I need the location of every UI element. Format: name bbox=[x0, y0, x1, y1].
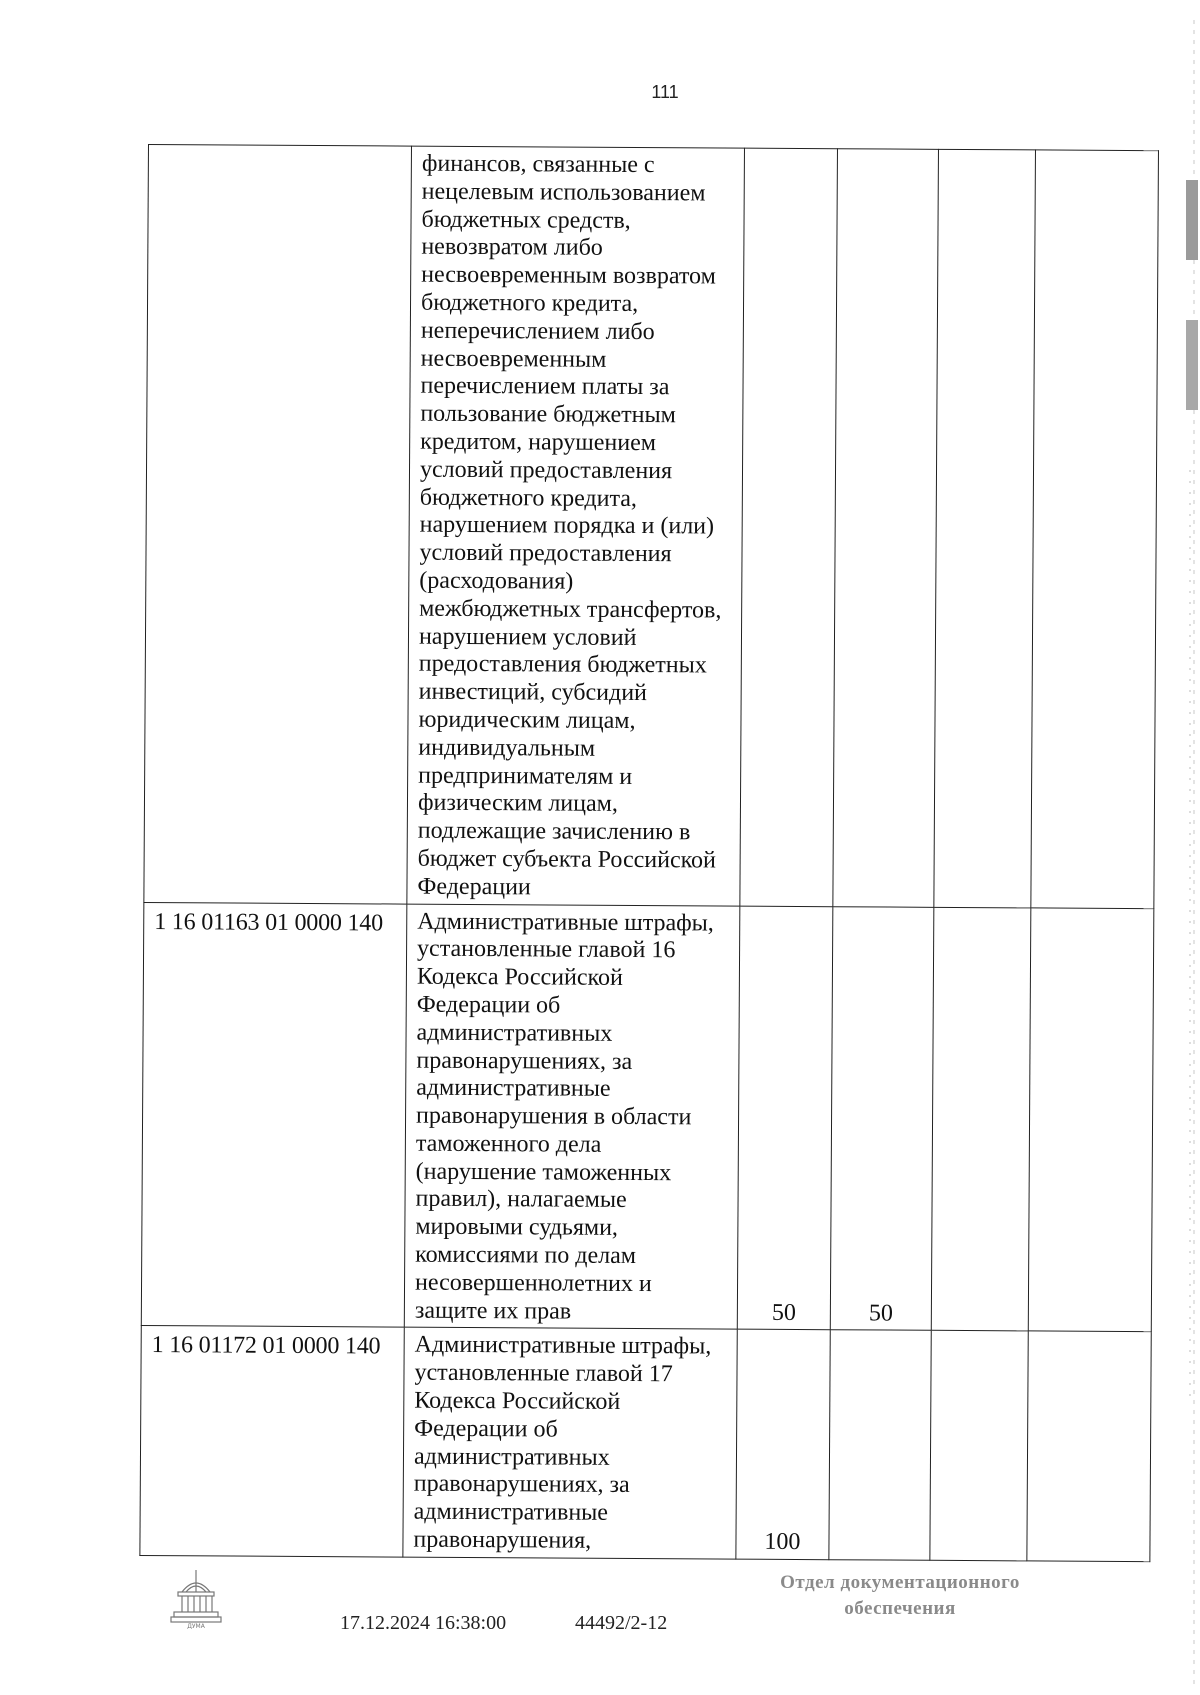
cell-value-col3: 100 bbox=[736, 1330, 830, 1560]
description-line: невозвратом либо bbox=[421, 234, 603, 262]
description-line: бюджет субъекта Российской bbox=[417, 845, 717, 874]
cell-description bbox=[407, 146, 745, 906]
description-line: нарушением условий bbox=[418, 623, 637, 651]
description-line: инвестиций, субсидий bbox=[418, 678, 648, 707]
description-line: бюджетного кредита, bbox=[419, 484, 638, 512]
footer-doc-number: 44492/2-12 bbox=[575, 1612, 668, 1634]
cell-value-col6 bbox=[1028, 907, 1154, 1332]
cell-description bbox=[404, 904, 740, 1330]
scan-edge-artifact bbox=[1172, 0, 1200, 1695]
description-line: правил), налагаемые bbox=[415, 1186, 627, 1214]
cell-value-col4: 50 bbox=[830, 906, 934, 1331]
description-line: таможенного дела bbox=[415, 1130, 602, 1158]
description-line: административные bbox=[416, 1074, 611, 1103]
description-line: Административные штрафы, bbox=[414, 1332, 712, 1360]
description-line: Административные штрафы, bbox=[417, 908, 714, 936]
description-line: юридическим лицам, bbox=[418, 706, 636, 734]
svg-text:ДУМА: ДУМА bbox=[187, 1623, 205, 1630]
description-line: (нарушение таможенных bbox=[415, 1158, 672, 1186]
description-line: мировыми судьями, bbox=[415, 1213, 619, 1242]
description-line: перечислением платы за bbox=[420, 373, 670, 401]
description-line: административные bbox=[413, 1498, 609, 1527]
description-line: финансов, связанные с bbox=[421, 150, 655, 179]
description-line: физическим лицам, bbox=[417, 789, 618, 818]
table-row bbox=[144, 145, 1159, 909]
description-line: комиссиями по делам bbox=[415, 1241, 637, 1270]
stamp-line-2: обеспечения bbox=[844, 1598, 956, 1619]
table-wrapper bbox=[139, 144, 1159, 1562]
income-codes-table bbox=[139, 144, 1159, 1562]
description-line: пользование бюджетным bbox=[420, 400, 676, 429]
department-stamp bbox=[700, 1570, 1100, 1622]
page-number: 111 bbox=[651, 82, 679, 102]
description-line: предпринимателям и bbox=[418, 762, 633, 790]
cell-value-col3: 50 bbox=[737, 906, 833, 1331]
table-row bbox=[140, 1326, 1151, 1562]
description-line: неперечислением либо bbox=[420, 317, 655, 345]
cell-income-code: 1 16 01163 01 0000 140 bbox=[141, 902, 407, 1328]
description-line: правонарушения, bbox=[413, 1526, 592, 1554]
description-line: несовершеннолетних и bbox=[414, 1269, 652, 1297]
description-line: Кодекса Российской bbox=[416, 963, 623, 992]
footer-datetime: 17.12.2024 16:38:00 bbox=[340, 1612, 507, 1634]
description-line: индивидуальным bbox=[418, 734, 596, 762]
description-line: условий предоставления bbox=[419, 456, 673, 484]
description-line: бюджетных средств, bbox=[421, 206, 631, 234]
description-line: бюджетного кредита, bbox=[420, 289, 639, 317]
cell-value-col4 bbox=[833, 149, 939, 907]
cell-value-col5 bbox=[930, 1331, 1028, 1561]
cell-value-col3 bbox=[740, 148, 838, 906]
cell-value-col5 bbox=[931, 907, 1031, 1332]
table-body bbox=[140, 145, 1159, 1562]
description-line: межбюджетных трансфертов, bbox=[419, 595, 722, 624]
description-line: установленные главой 16 bbox=[417, 935, 676, 964]
description-line: установленные главой 17 bbox=[414, 1359, 673, 1388]
cell-income-code: 1 16 01172 01 0000 140 bbox=[140, 1326, 404, 1557]
description-line: Федерации bbox=[417, 873, 531, 901]
cell-value-col4 bbox=[829, 1330, 931, 1560]
description-line: Федерации об bbox=[416, 991, 561, 1019]
stamp-line-1: Отдел документационного bbox=[780, 1572, 1020, 1593]
cell-description bbox=[403, 1328, 737, 1559]
description-line: защите их прав bbox=[414, 1297, 572, 1325]
cell-income-code bbox=[144, 145, 412, 904]
description-line: Кодекса Российской bbox=[414, 1387, 621, 1415]
description-line: нецелевым использованием bbox=[421, 178, 706, 207]
description-line: административных bbox=[416, 1019, 613, 1047]
description-line: правонарушения в области bbox=[415, 1102, 692, 1131]
description-line: несвоевременным возвратом bbox=[421, 261, 716, 290]
cell-value-col6 bbox=[1031, 150, 1159, 908]
description-line: предоставления бюджетных bbox=[418, 651, 707, 679]
description-line: подлежащие зачислению в bbox=[417, 817, 691, 846]
duma-emblem-icon bbox=[168, 1568, 224, 1630]
description-line: правонарушениях, за bbox=[413, 1471, 630, 1499]
cell-value-col5 bbox=[934, 149, 1036, 907]
table-row bbox=[141, 902, 1154, 1332]
description-line: правонарушениях, за bbox=[416, 1047, 633, 1075]
description-line: условий предоставления bbox=[419, 539, 672, 568]
description-line: административных bbox=[413, 1443, 610, 1471]
description-line: (расходования) bbox=[419, 567, 574, 595]
description-line: кредитом, нарушением bbox=[420, 428, 657, 457]
description-line: Федерации об bbox=[414, 1415, 558, 1443]
description-line: несвоевременным bbox=[420, 345, 607, 373]
cell-value-col6 bbox=[1027, 1331, 1151, 1561]
description-line: нарушением порядка и (или) bbox=[419, 512, 715, 540]
